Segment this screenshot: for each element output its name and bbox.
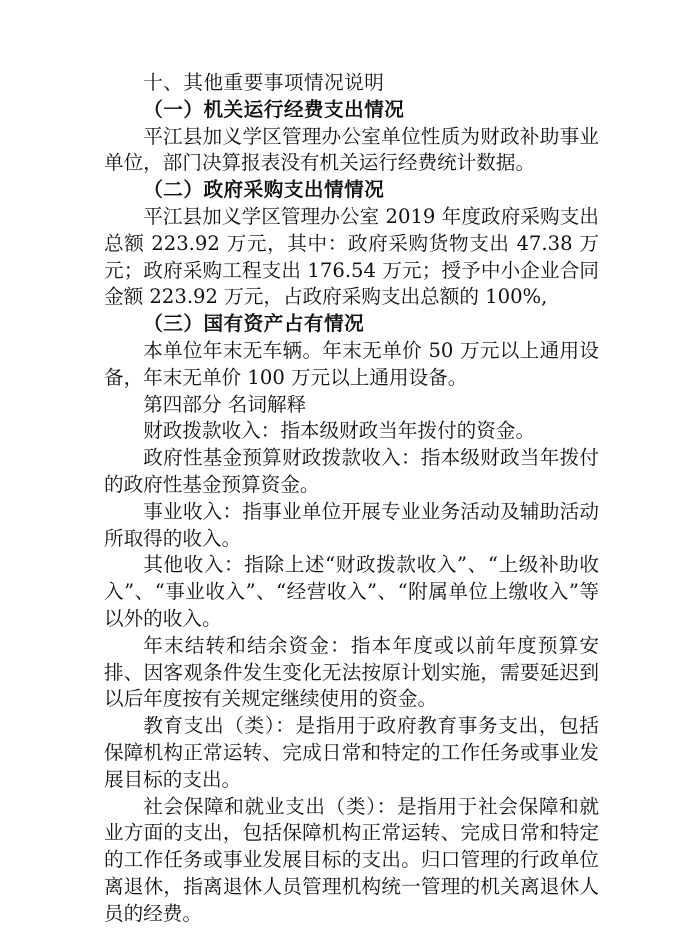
term-government-fund-income: 政府性基金预算财政拨款收入：指本级财政当年拨付的政府性基金预算资金。 — [104, 446, 599, 496]
term-fiscal-appropriation-income: 财政拨款收入：指本级财政当年拨付的资金。 — [143, 419, 536, 443]
section-ten-title: 十、其他重要事项情况说明 — [143, 71, 385, 94]
document-body — [104, 70, 599, 928]
paragraph-state-assets: 本单位年末无车辆。年末无单价 50 万元以上通用设备，年末无单价 100 万元以上通用设备。 — [104, 338, 599, 389]
subheading-state-assets: （三）国有资产占有情况 — [143, 312, 365, 336]
term-other-income: 其他收入：指除上述“财政拨款收入”、“上级补助收入”、“事业收入”、“经营收入”、“附属单位上缴收入”等以外的收入。 — [104, 553, 599, 630]
term-social-security-expenditure: 社会保障和就业支出（类）：是指用于社会保障和就业方面的支出，包括保障机构正常运转、完成日常和特定的工作任务或事业发展目标的支出。归口管理的行政单位离退休，指离退休人员管理机构统一管理的机关离退休人员的经费。 — [104, 794, 599, 925]
subheading-operating-expenses: （一）机关运行经费支出情况 — [143, 97, 405, 121]
subheading-government-procurement: （二）政府采购支出情情况 — [143, 178, 385, 202]
paragraph-operating-expenses: 平江县加义学区管理办公室单位性质为财政补助事业单位，部门决算报表没有机关运行经费统计数据。 — [104, 124, 599, 175]
part-four-title: 第四部分 名词解释 — [143, 392, 307, 416]
term-carryover-funds: 年末结转和结余资金：指本年度或以前年度预算安排、因客观条件发生变化无法按原计划实施，需要延迟到以后年度按有关规定继续使用的资金。 — [104, 633, 599, 711]
term-business-income: 事业收入：指事业单位开展专业业务活动及辅助活动所取得的收入。 — [104, 499, 599, 550]
term-education-expenditure: 教育支出（类）：是指用于政府教育事务支出，包括保障机构正常运转、完成日常和特定的工作任务或事业发展目标的支出。 — [104, 714, 599, 791]
paragraph-government-procurement: 平江县加义学区管理办公室 2019 年度政府采购支出总额 223.92 万元，其中：政府采购货物支出 47.38 万元；政府采购工程支出 176.54 万元；授予中小企业合同金额 223.92 万元，占政府采购支出总额的 100%, — [104, 204, 599, 309]
